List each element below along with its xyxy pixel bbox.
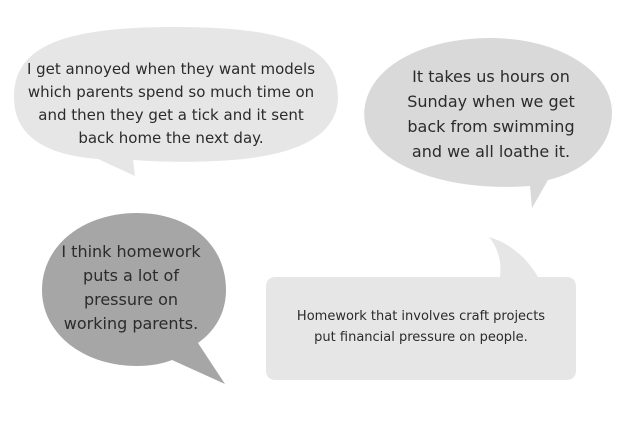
speech-bubble-3-line: puts a lot of [83,266,179,285]
speech-bubble-2-text [383,64,599,164]
speech-bubble-3-text [44,240,218,336]
speech-bubble-4-line: Homework that involves craft projects [296,309,546,324]
speech-bubble-2-line: Sunday when we get [407,92,575,111]
speech-bubble-3-line: pressure on [83,290,179,309]
speech-bubble-1-line: I get annoyed when they want models [26,60,316,78]
speech-bubble-4-text [268,306,574,348]
speech-bubble-1-line: which parents spend so much time on [27,83,315,101]
speech-bubble-2-line: back from swimming [407,117,575,136]
speech-bubble-3-line: I think homework [61,242,201,261]
speech-bubble-1-line: back home the next day. [78,129,264,147]
speech-bubble-2-line: and we all loathe it. [411,142,571,161]
speech-bubble-1-line: and then they get a tick and it sent [38,106,304,124]
speech-bubble-1-text [16,58,326,150]
speech-bubble-3-line: working parents. [63,314,199,333]
speech-bubble-4-line: put financial pressure on people. [314,330,528,345]
speech-bubble-2-line: It takes us hours on [412,67,570,86]
